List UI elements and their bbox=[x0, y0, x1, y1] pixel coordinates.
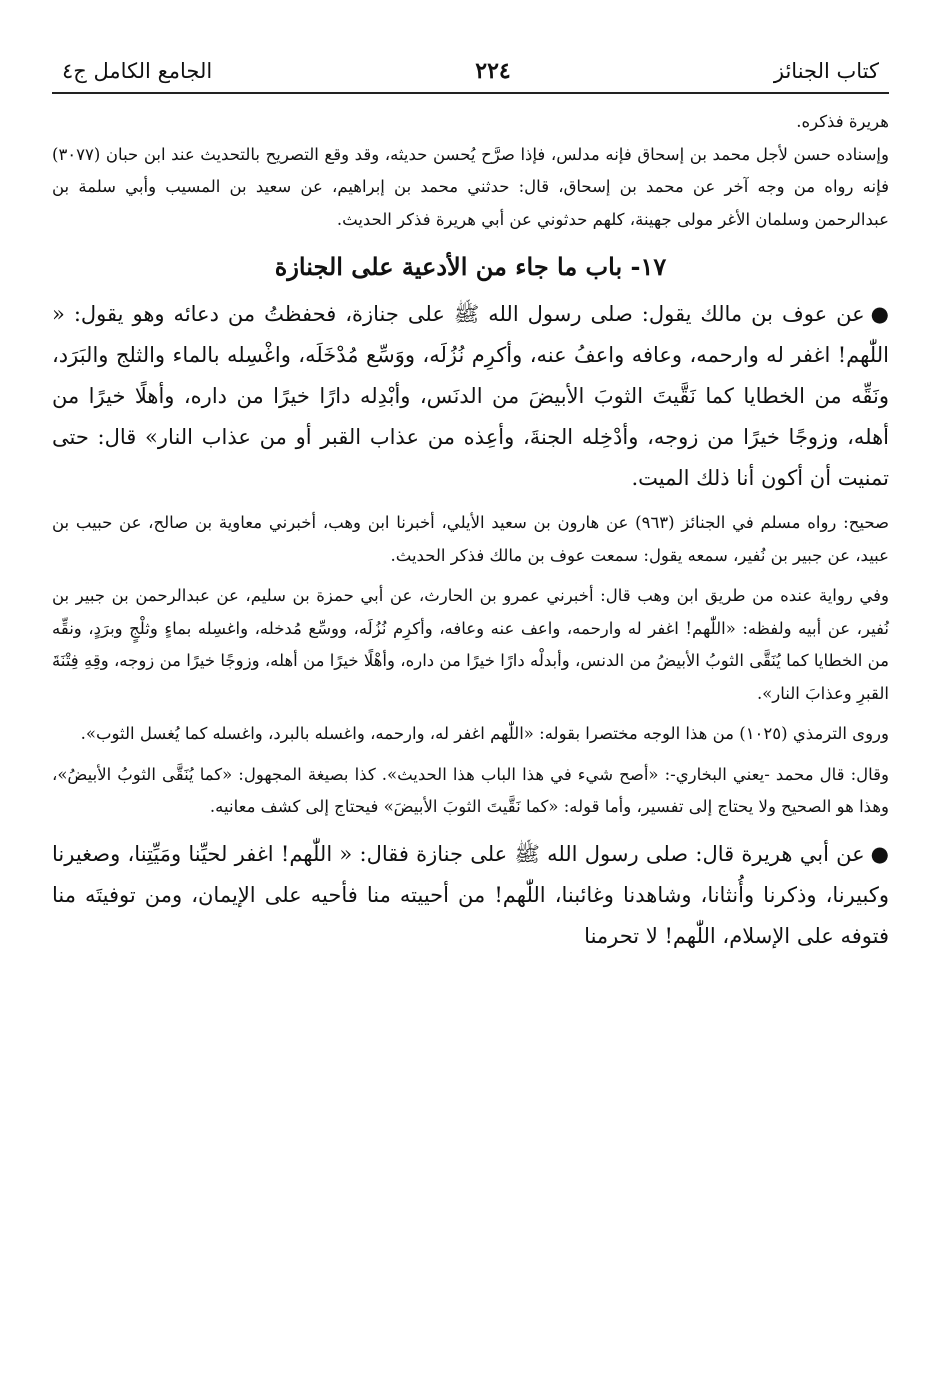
hadith-text: عن عوف بن مالك يقول: صلى رسول الله ﷺ على جنازة، فحفظتُ من دعائه وهو يقول: « اللّٰهم! اغفر له وارحمه، وعافه واعفُ عنه، وأكرِم نُزُلَه، ووَسِّع مُدْخَلَه، واغْسِله بالماء والثلج والبَرَد، ونَقِّه من الخطايا كما نَقَّيتَ الثوبَ الأبيضَ من الدنَس، وأبْدِله دارًا خيرًا من داره، وأهلًا خيرًا من أهله، وزوجًا خيرًا من زوجه، وأدْخِله الجنةَ، وأعِذه من عذاب القبر أو من عذاب النار» قال: حتى تمنيت أن أكون أنا ذلك الميت. bbox=[52, 302, 889, 490]
header-book-section: كتاب الجنائز bbox=[773, 59, 879, 83]
paragraph-continuation: هريرة فذكره. bbox=[796, 112, 889, 131]
bullet-icon: ● bbox=[870, 841, 889, 866]
bullet-icon: ● bbox=[870, 302, 889, 326]
hadith-abu-hurayra bbox=[52, 834, 889, 957]
page-number: ٢٢٤ bbox=[475, 58, 511, 84]
page-header bbox=[52, 58, 889, 94]
paragraph-isnad-note: وإسناده حسن لأجل محمد بن إسحاق فإنه مدلس، فإذا صرَّح يُحسن حديثه، وقد وقع التصريح بالتحديث عند ابن حبان (٣٠٧٧) فإنه رواه من وجه آخر عن محمد بن إسحاق، قال: حدثني محمد بن إبراهيم، عن سعيد بن المسيب وأبي سلمة بن عبدالرحمن وسلمان الأغر مولى جهينة، كلهم حدثوني عن أبي هريرة فذكر الحديث. bbox=[52, 144, 889, 229]
paragraph-another-narration: وفي رواية عنده من طريق ابن وهب قال: أخبرني عمرو بن الحارث، عن أبي حمزة بن سليم، عن عبدالرحمن بن جبير بن نُفير، عن أبيه ولفظه: «اللّٰهم! اغفر له وارحمه، واعف عنه وعافه، وأكرِم نُزُلَه، ووسِّع مُدخله، واغسِله بماءٍ وثلْجٍ وبرَدٍ، ونقِّه من الخطايا كما يُنَقَّى الثوبُ الأبيضُ من الدنس، وأبدلْه دارًا خيرًا من داره، وأهْلًا خيرًا من أهله، وزوجًا خيرًا من زوجه، وقِهِ فِتْنَةَ القبرِ وعذابَ النار». bbox=[52, 586, 889, 703]
header-book-title: الجامع الكامل ج٤ bbox=[62, 59, 213, 83]
hadith-awf-bin-malik bbox=[52, 294, 889, 499]
paragraph-tirmidhi: وروى الترمذي (١٠٢٥) من هذا الوجه مختصرا بقوله: «اللّٰهم اغفر له، وارحمه، واغسله بالبرد، واغسله كما يُغسل الثوب». bbox=[80, 724, 889, 743]
hadith-text: عن أبي هريرة قال: صلى رسول الله ﷺ على جنازة فقال: « اللّٰهم! اغفر لحيِّنا ومَيِّتِنا، وصغيرنا وكبيرنا، وذكرنا وأُنثانا، وشاهدنا وغائبنا، اللّٰهم! من أحييته منا فأحيه على الإيمان، ومن توفيتَه منا فتوفه على الإسلام، اللّٰهم! لا تحرمنا bbox=[52, 841, 889, 948]
chapter-title: ١٧- باب ما جاء من الأدعية على الجنازة bbox=[274, 252, 667, 281]
paragraph-takhrij-muslim: صحيح: رواه مسلم في الجنائز (٩٦٣) عن هارون بن سعيد الأيلي، أخبرنا ابن وهب، أخبرني معاوية بن صالح، عن حبيب بن عبيد، عن جبير بن نُفير، سمعه يقول: سمعت عوف بن مالك فذكر الحديث. bbox=[52, 513, 889, 565]
paragraph-bukhari-comment: وقال: قال محمد -يعني البخاري-: «أصح شيء في هذا الباب هذا الحديث». كذا بصيغة المجهول: «كما يُنَقَّى الثوبُ الأبيضُ»، وهذا هو الصحيح ولا يحتاج إلى تفسير، وأما قوله: «كما نَقَّيتَ الثوبَ الأبيضَ» فيحتاج إلى كشف معانيه. bbox=[52, 764, 889, 816]
